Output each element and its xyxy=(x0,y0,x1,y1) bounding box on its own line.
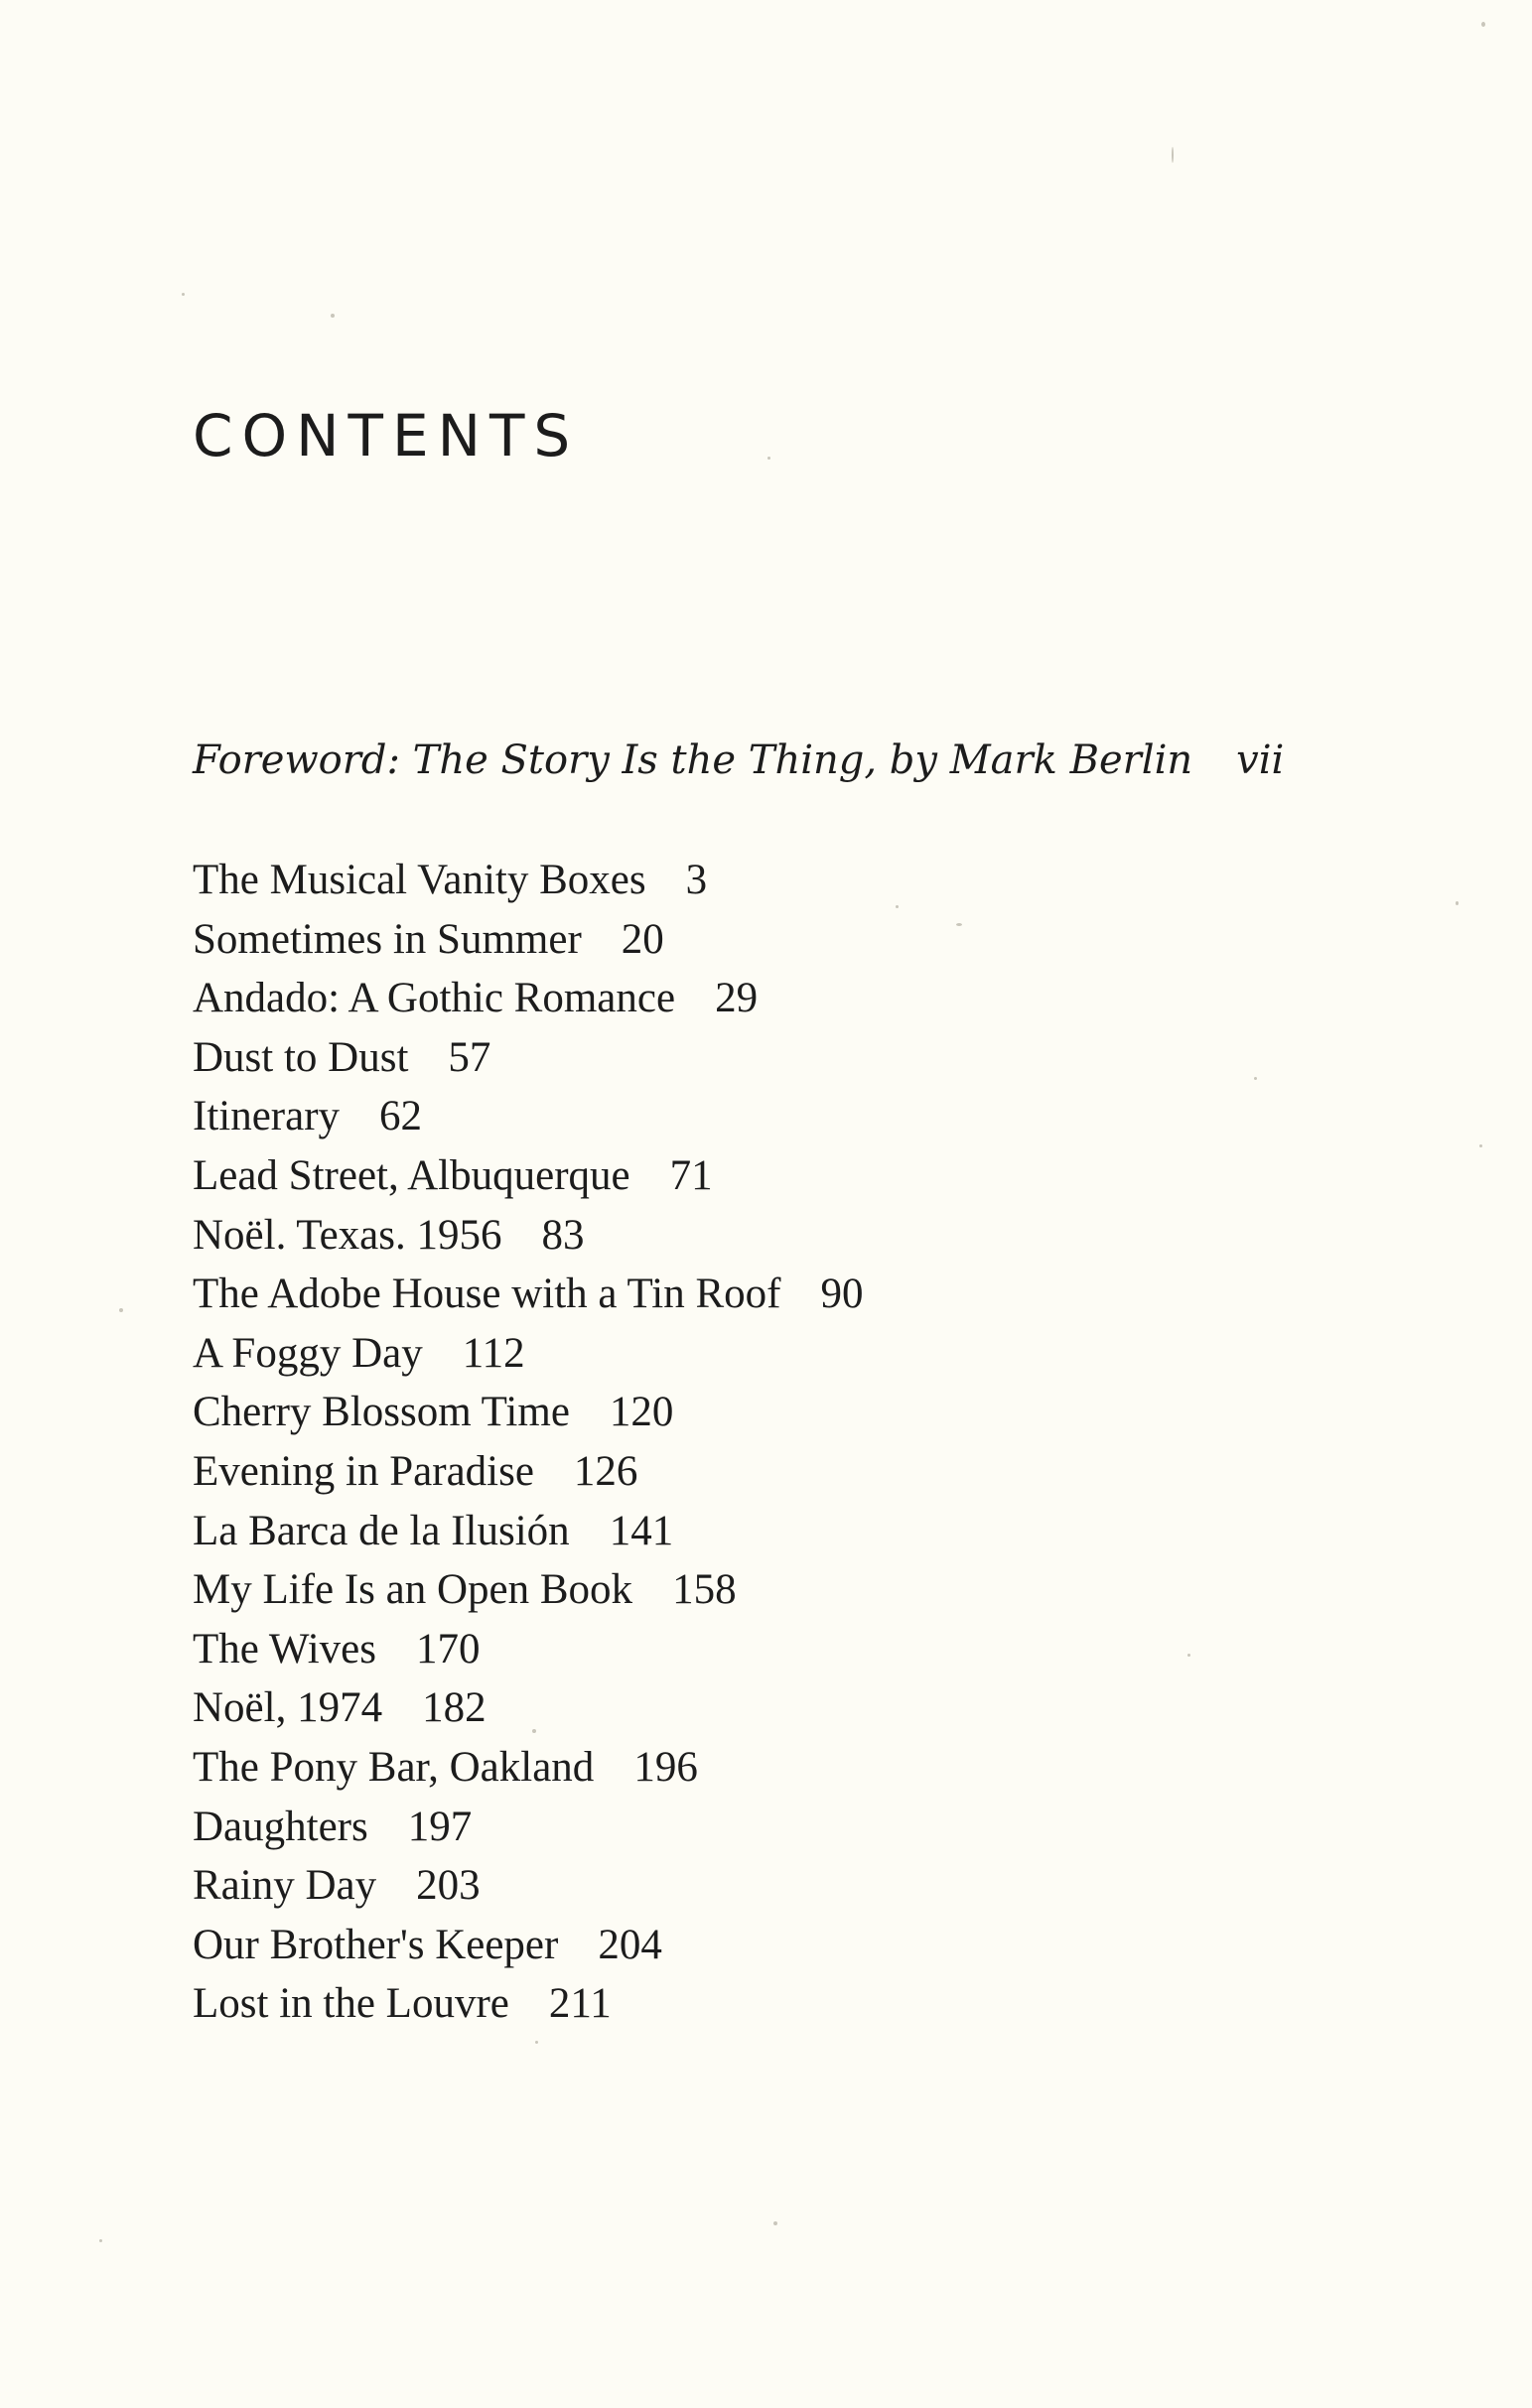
paper-speck xyxy=(535,2041,538,2044)
paper-speck xyxy=(1479,1144,1482,1147)
toc-entry-page: 90 xyxy=(820,1271,864,1318)
toc-entry xyxy=(193,1974,863,2034)
paper-speck xyxy=(119,1308,123,1312)
toc-entry-page: 20 xyxy=(621,915,664,963)
toc-entry-page: 182 xyxy=(422,1684,487,1732)
toc-foreword xyxy=(193,731,1284,790)
toc-entry-title: The Wives xyxy=(193,1625,376,1672)
toc-entry-title: The Pony Bar, Oakland xyxy=(193,1743,595,1791)
paper-speck xyxy=(99,2239,102,2242)
paper-speck xyxy=(331,314,335,318)
toc-entry xyxy=(193,969,863,1028)
foreword-page-number: vii xyxy=(1236,737,1285,783)
toc-entry-title: My Life Is an Open Book xyxy=(193,1566,633,1614)
toc-entry-page: 126 xyxy=(573,1447,638,1495)
paper-speck xyxy=(1456,901,1459,905)
foreword-title: Foreword: The Story Is the Thing, by Mark Berlin xyxy=(193,737,1193,783)
toc-entry-title: Evening in Paradise xyxy=(193,1447,534,1495)
toc-entry-page: 197 xyxy=(407,1803,473,1850)
paper-speck xyxy=(767,457,770,460)
toc-entry xyxy=(193,1383,863,1442)
toc-entry-page: 3 xyxy=(685,857,708,903)
toc-entry-page: 141 xyxy=(609,1507,674,1554)
toc-entry-page: 211 xyxy=(548,1980,612,2028)
toc-entry xyxy=(193,1442,863,1502)
toc-entry-page: 71 xyxy=(669,1151,713,1199)
toc-entry-page: 204 xyxy=(598,1921,662,1968)
paper-speck xyxy=(1254,1077,1257,1080)
toc-entry-title: La Barca de la Ilusión xyxy=(193,1507,570,1554)
toc-entry xyxy=(193,1324,863,1384)
paper-speck xyxy=(773,2221,777,2225)
toc-entry-title: The Adobe House with a Tin Roof xyxy=(193,1271,781,1318)
page-title: CONTENTS xyxy=(193,402,580,469)
toc-entry xyxy=(193,851,863,910)
toc-entry-title: A Foggy Day xyxy=(193,1329,423,1377)
toc-entry-page: 158 xyxy=(672,1566,737,1614)
toc-entry-page: 29 xyxy=(715,975,759,1022)
paper-speck xyxy=(1187,1654,1190,1657)
toc-entry-title: Dust to Dust xyxy=(193,1033,409,1081)
paper-speck xyxy=(1172,147,1174,163)
toc-entry-title: The Musical Vanity Boxes xyxy=(193,857,646,903)
toc-entry-title: Noël, 1974 xyxy=(193,1684,383,1732)
toc-entry xyxy=(193,1856,863,1916)
toc-entry-page: 62 xyxy=(379,1093,423,1140)
toc-entry xyxy=(193,1620,863,1679)
toc-entry-page: 57 xyxy=(448,1033,491,1081)
toc-list xyxy=(193,851,863,2034)
toc-entry-page: 83 xyxy=(541,1211,585,1259)
toc-entry xyxy=(193,1087,863,1146)
toc-entry xyxy=(193,1916,863,1975)
toc-entry xyxy=(193,910,863,970)
toc-entry-title: Lost in the Louvre xyxy=(193,1980,509,2028)
toc-entry-page: 112 xyxy=(462,1329,525,1377)
toc-entry-title: Daughters xyxy=(193,1803,368,1850)
toc-entry xyxy=(193,1560,863,1620)
paper-speck xyxy=(1481,22,1485,27)
toc-entry-page: 170 xyxy=(415,1625,481,1672)
toc-entry-title: Noël. Texas. 1956 xyxy=(193,1211,502,1259)
toc-entry xyxy=(193,1678,863,1738)
toc-entry-page: 196 xyxy=(633,1743,698,1791)
toc-entry-title: Our Brother's Keeper xyxy=(193,1921,559,1968)
toc-entry-title: Cherry Blossom Time xyxy=(193,1389,570,1436)
toc-entry xyxy=(193,1502,863,1561)
toc-entry xyxy=(193,1265,863,1324)
toc-entry-page: 203 xyxy=(416,1862,481,1910)
toc-entry xyxy=(193,1146,863,1206)
paper-speck xyxy=(896,905,899,908)
toc-entry xyxy=(193,1798,863,1857)
paper-speck xyxy=(956,923,962,926)
toc-entry xyxy=(193,1028,863,1088)
toc-entry xyxy=(193,1206,863,1266)
toc-entry-title: Lead Street, Albuquerque xyxy=(193,1151,630,1199)
toc-entry-title: Sometimes in Summer xyxy=(193,915,582,963)
toc-entry-page: 120 xyxy=(609,1389,674,1436)
toc-entry-title: Andado: A Gothic Romance xyxy=(193,975,676,1022)
paper-speck xyxy=(182,293,185,296)
toc-entry-title: Rainy Day xyxy=(193,1862,377,1910)
toc-entry-title: Itinerary xyxy=(193,1093,341,1140)
toc-entry xyxy=(193,1738,863,1798)
